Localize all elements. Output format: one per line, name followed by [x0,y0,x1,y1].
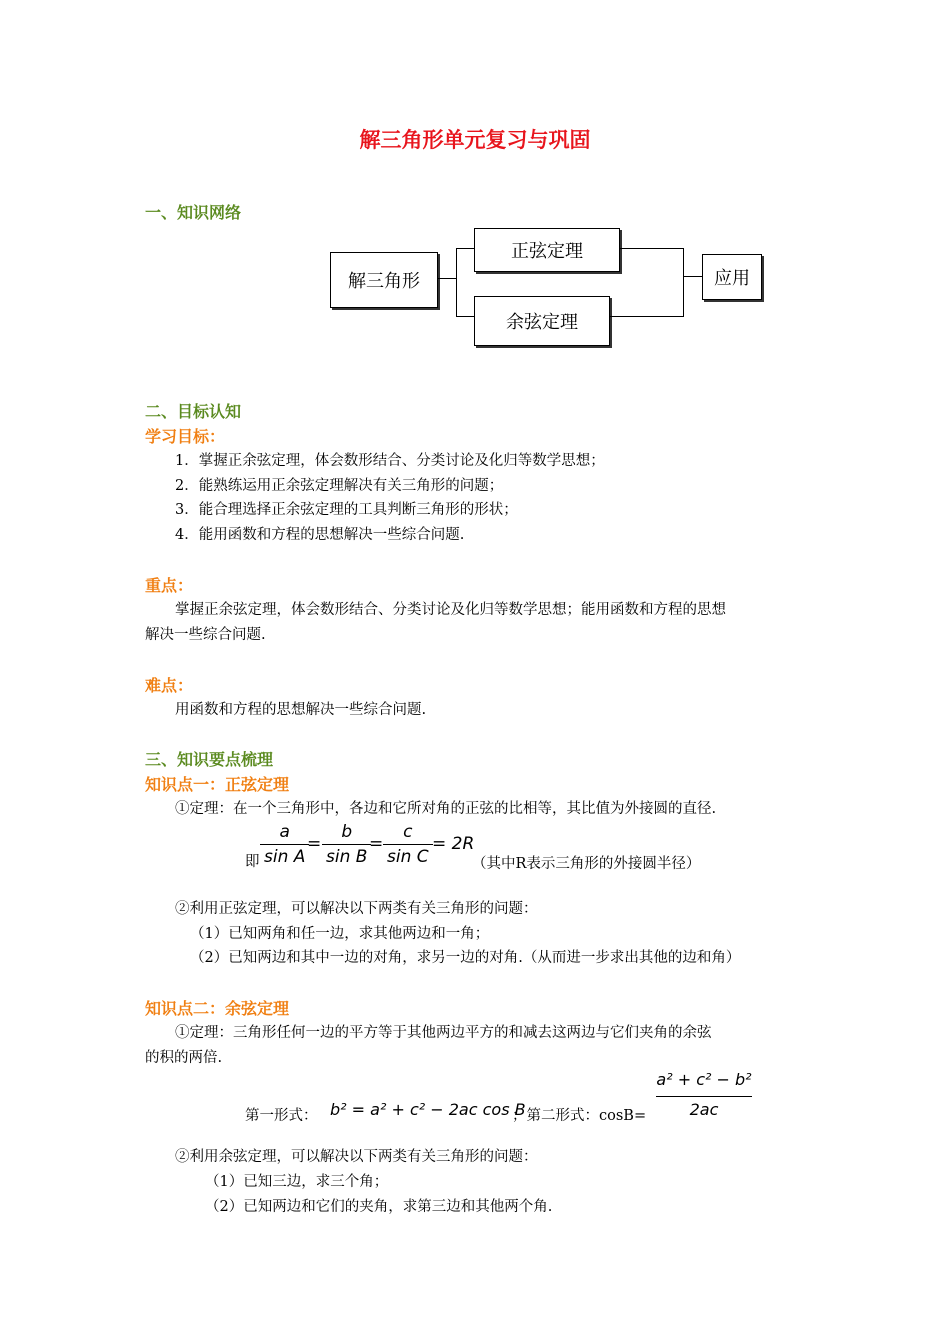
fraction-bar [656,1096,752,1097]
form-separator: ；第二形式：cosB= [512,1108,647,1124]
numerator: b [341,822,353,842]
denominator: sin B [322,844,371,867]
diagram-top-box: 正弦定理 [474,228,620,272]
form1-formula: b² = a² + c² − 2ac cos B [330,1100,526,1119]
goals-label: 学习目标： [145,427,226,446]
section1-heading: 一、知识网络 [145,203,242,222]
point1-heading: 知识点一：正弦定理 [145,775,290,794]
form1-label: 第一形式： [245,1108,318,1124]
key-text-line1: 掌握正余弦定理，体会数形结合、分类讨论及化归等数学思想；能用函数和方程的思想 [175,602,726,618]
section2-heading: 二、目标认知 [145,402,242,421]
formula-prefix: 即 [245,854,260,870]
key-label: 重点： [145,576,194,595]
formula-note: （其中R表示三角形的外接圆半径） [472,856,701,872]
goal-item: 4．能用函数和方程的思想解决一些综合问题. [175,527,465,543]
point2-case1: （1）已知三边，求三个角； [205,1174,389,1190]
connector [683,248,684,317]
diagram-root-box: 解三角形 [330,252,438,308]
form2-numerator: a² + c² − b² [656,1070,752,1089]
fraction-c-over-sinC [383,822,433,867]
difficult-label: 难点： [145,676,194,695]
equals-sign: = [307,834,322,854]
connector [456,248,457,316]
point1-use: ②利用正弦定理，可以解决以下两类有关三角形的问题： [175,901,538,917]
connector [437,278,456,279]
connector [683,276,702,277]
connector [619,248,683,249]
connector [609,316,683,317]
connector [456,316,474,317]
diagram-bottom-box: 余弦定理 [474,296,610,346]
point2-case2: （2）已知两边和它们的夹角，求第三边和其他两个角. [205,1199,553,1215]
denominator: sin A [260,844,309,867]
difficult-text: 用函数和方程的思想解决一些综合问题. [175,702,427,718]
form2-denominator: 2ac [689,1100,719,1119]
point1-case2: （2）已知两边和其中一边的对角，求另一边的对角.（从而进一步求出其他的边和角） [190,950,741,966]
numerator: c [403,822,413,842]
equals-sign: = [369,834,384,854]
point1-case1: （1）已知两角和任一边，求其他两边和一角； [190,926,490,942]
key-text-line2: 解决一些综合问题. [145,627,266,643]
fraction-b-over-sinB [322,822,371,867]
page-title: 解三角形单元复习与巩固 [359,128,591,152]
formula-rhs: = 2R [432,834,475,854]
denominator: sin C [383,844,433,867]
point2-use: ②利用余弦定理，可以解决以下两类有关三角形的问题： [175,1149,538,1165]
point2-definition-line2: 的积的两倍. [145,1050,223,1066]
goal-item: 3．能合理选择正余弦定理的工具判断三角形的形状； [175,502,518,518]
goal-item: 2．能熟练运用正余弦定理解决有关三角形的问题； [175,478,504,494]
diagram-right-box: 应用 [702,254,762,300]
fraction-a-over-sinA [260,822,309,867]
point2-definition-line1: ①定理：三角形任何一边的平方等于其他两边平方的和减去这两边与它们夹角的余弦 [175,1025,712,1041]
point2-heading: 知识点二：余弦定理 [145,999,290,1018]
point1-definition: ①定理：在一个三角形中，各边和它所对角的正弦的比相等，其比值为外接圆的直径. [175,801,717,817]
goal-item: 1．掌握正余弦定理，体会数形结合、分类讨论及化归等数学思想； [175,453,605,469]
section3-heading: 三、知识要点梳理 [145,750,274,769]
connector [456,248,474,249]
numerator: a [279,822,290,842]
